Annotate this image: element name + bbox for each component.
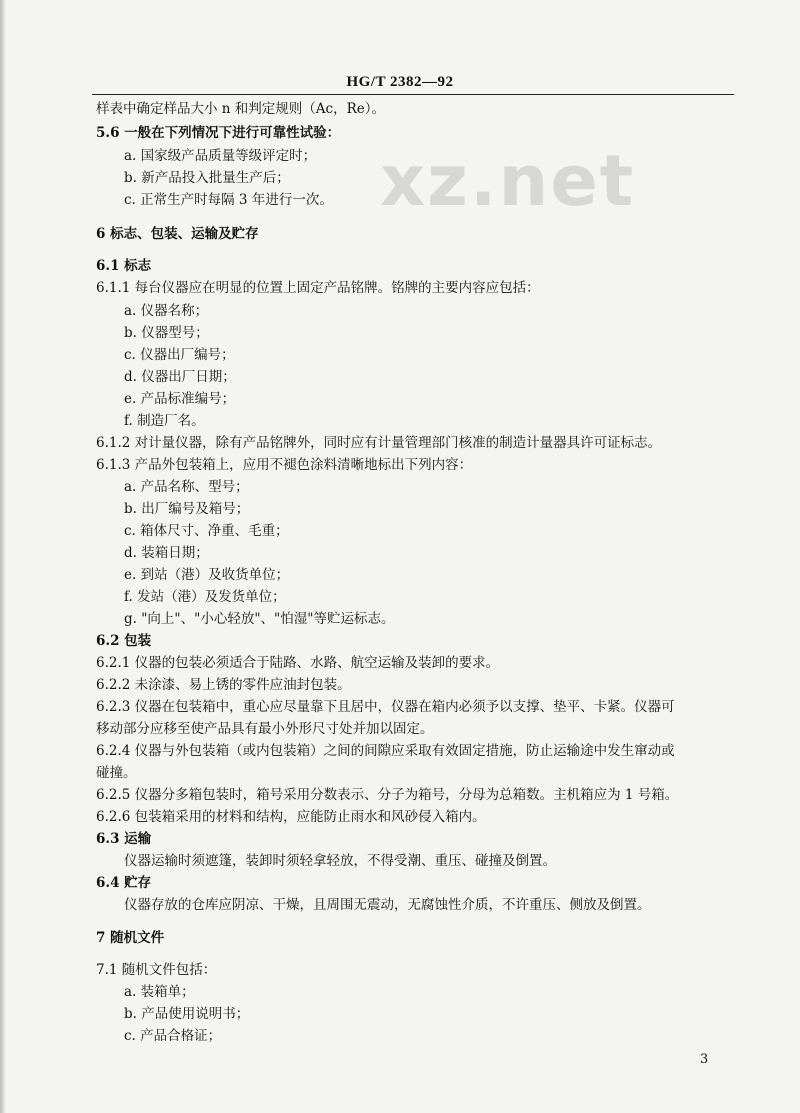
paragraph: 仪器存放的仓库应阴凉、干燥，且周围无震动，无腐蚀性介质，不许重压、侧放及倒置。 <box>124 897 651 913</box>
scan-edge-shadow <box>0 0 6 1113</box>
clause-continuation: 碰撞。 <box>96 765 137 781</box>
section-heading: 5.6 一般在下列情况下进行可靠性试验： <box>96 125 341 141</box>
clause-continuation: 移动部分应移至使产品具有最小外形尺寸处并加以固定。 <box>96 721 434 737</box>
list-item: c. 产品合格证； <box>124 1028 222 1044</box>
list-item: b. 新产品投入批量生产后； <box>124 170 290 186</box>
list-item: e. 产品标准编号； <box>124 391 236 407</box>
clause: 6.2.2 未涂漆、易上锈的零件应油封包装。 <box>96 677 351 693</box>
section-heading: 6.2 包装 <box>96 633 152 649</box>
list-item: g. "向上"、"小心轻放"、"怕湿"等贮运标志。 <box>124 611 395 627</box>
chapter-heading: 6 标志、包装、运输及贮存 <box>96 226 259 242</box>
list-item: b. 仪器型号； <box>124 325 209 341</box>
list-item: b. 出厂编号及箱号； <box>124 501 250 517</box>
list-item: a. 仪器名称； <box>124 303 209 319</box>
list-item: e. 到站（港）及收货单位； <box>124 567 290 583</box>
list-item: b. 产品使用说明书； <box>124 1006 250 1022</box>
paragraph: 仪器运输时须遮篷，装卸时须轻拿轻放，不得受潮、重压、碰撞及倒置。 <box>124 853 556 869</box>
list-item: f. 发站（港）及发货单位； <box>124 589 286 605</box>
clause: 6.2.6 包装箱采用的材料和结构，应能防止雨水和风砂侵入箱内。 <box>96 809 486 825</box>
section-heading: 6.3 运输 <box>96 831 152 847</box>
section-heading: 6.1 标志 <box>96 258 152 274</box>
text-line: 样表中确定样品大小 n 和判定规则（Ac，Re）。 <box>96 101 385 117</box>
clause: 6.1.3 产品外包装箱上，应用不褪色涂料清晰地标出下列内容： <box>96 457 473 473</box>
clause: 6.2.5 仪器分多箱包装时，箱号采用分数表示、分子为箱号，分母为总箱数。主机箱应为 1 号箱。 <box>96 787 679 803</box>
clause: 7.1 随机文件包括： <box>96 962 217 978</box>
clause: 6.1.2 对计量仪器，除有产品铭牌外，同时应有计量管理部门核准的制造计量器具许可证标志。 <box>96 435 662 451</box>
list-item: d. 装箱日期； <box>124 545 209 561</box>
section-heading: 6.4 贮存 <box>96 875 152 891</box>
list-item: a. 国家级产品质量等级评定时； <box>124 148 317 164</box>
header-rule <box>92 94 734 95</box>
chapter-heading: 7 随机文件 <box>96 930 165 946</box>
clause: 6.2.1 仪器的包装必须适合于陆路、水路、航空运输及装卸的要求。 <box>96 655 500 671</box>
standard-header: HG/T 2382—92 <box>346 74 454 90</box>
page-number: 3 <box>700 1052 709 1067</box>
list-item: f. 制造厂名。 <box>124 413 205 429</box>
list-item: d. 仪器出厂日期； <box>124 369 236 385</box>
list-item: a. 产品名称、型号； <box>124 479 249 495</box>
list-item: c. 正常生产时每隔 3 年进行一次。 <box>124 192 333 208</box>
clause: 6.1.1 每台仪器应在明显的位置上固定产品铭牌。铭牌的主要内容应包括： <box>96 280 540 296</box>
list-item: c. 仪器出厂编号； <box>124 347 235 363</box>
clause: 6.2.3 仪器在包装箱中，重心应尽量靠下且居中，仪器在箱内必须予以支撑、垫平、卡紧。仪器可 <box>96 699 675 715</box>
watermark: xz.net <box>380 140 636 222</box>
clause: 6.2.4 仪器与外包装箱（或内包装箱）之间的间隙应采取有效固定措施，防止运输途中发生窜动或 <box>96 743 675 759</box>
list-item: a. 装箱单； <box>124 984 195 1000</box>
list-item: c. 箱体尺寸、净重、毛重； <box>124 523 289 539</box>
